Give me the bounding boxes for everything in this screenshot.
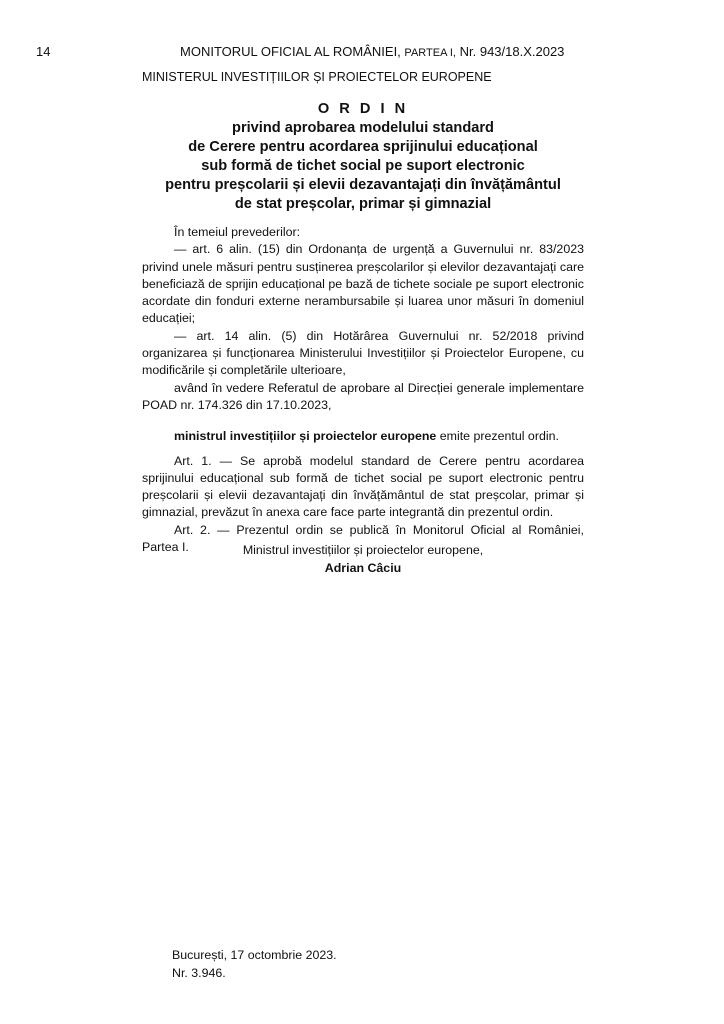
document-footer bbox=[172, 946, 337, 982]
order-number: Nr. 3.946. bbox=[172, 966, 226, 980]
running-title-main: MONITORUL OFICIAL AL ROMÂNIEI, bbox=[180, 44, 401, 59]
title-line: privind aprobarea modelului standard bbox=[232, 120, 494, 136]
place-and-date: București, 17 octombrie 2023. bbox=[172, 948, 337, 962]
preamble-considering: având în vedere Referatul de aprobare al Direcției generale implementare POAD nr. 174.326 din 17.10.2023, bbox=[142, 380, 584, 412]
document-title bbox=[140, 100, 586, 214]
document-body bbox=[142, 224, 584, 556]
title-line: de stat preșcolar, primar și gimnazial bbox=[234, 196, 492, 212]
running-title-issue: Nr. 943/18.X.2023 bbox=[459, 44, 565, 59]
preamble-intro: În temeiul prevederilor: bbox=[174, 225, 301, 239]
preamble-item: — art. 6 alin. (15) din Ordonanța de urgență a Guvernului nr. 83/2023 privind unele măsuri pentru susținerea preșcolarilor și elevilor dezavantajați care beneficiază de sprijin educațional pe bază de tichete sociale pe suport electronic acordate din fonduri externe nerambursabile și luarea unor măsuri în domeniul educației; bbox=[142, 242, 584, 326]
enacting-clause bbox=[142, 428, 584, 445]
preamble-item: — art. 14 alin. (5) din Hotărârea Guvernului nr. 52/2018 privind organizarea și funcționarea Ministerului Investițiilor și Proiectelor Europene, cu modificările și completările ulterioare, bbox=[142, 328, 584, 378]
running-header bbox=[180, 44, 564, 59]
enacting-action: emite prezentul ordin. bbox=[436, 429, 559, 444]
enacting-authority: ministrul investițiilor și proiectelor europene bbox=[174, 429, 437, 444]
document-type-label: O R D I N bbox=[317, 101, 409, 117]
running-title-part: PARTEA I, bbox=[404, 47, 456, 59]
signature-block bbox=[142, 542, 584, 577]
page-number: 14 bbox=[36, 44, 51, 59]
signatory-name: Adrian Câciu bbox=[324, 560, 402, 575]
article-1: Art. 1. — Se aprobă modelul standard de Cerere pentru acordarea sprijinului educațional sub formă de tichet social pe suport electronic pentru preșcolarii și elevii dezavantajați din învățământul de stat preșcolar, primar și gimnazial, prevăzut în anexa care face parte integrantă din prezentul ordin. bbox=[142, 453, 584, 520]
title-line: pentru preșcolarii și elevii dezavantajați din învățământul bbox=[165, 177, 561, 193]
title-line: sub formă de tichet social pe suport electronic bbox=[201, 158, 525, 174]
signatory-role: Ministrul investițiilor și proiectelor europene, bbox=[242, 543, 484, 557]
article-2: Art. 2. — Prezentul ordin se publică în Monitorul Oficial al României, Partea I. bbox=[142, 522, 584, 555]
issuing-ministry: MINISTERUL INVESTIȚIILOR ȘI PROIECTELOR EUROPENE bbox=[142, 70, 492, 84]
title-line: de Cerere pentru acordarea sprijinului educațional bbox=[188, 139, 538, 155]
